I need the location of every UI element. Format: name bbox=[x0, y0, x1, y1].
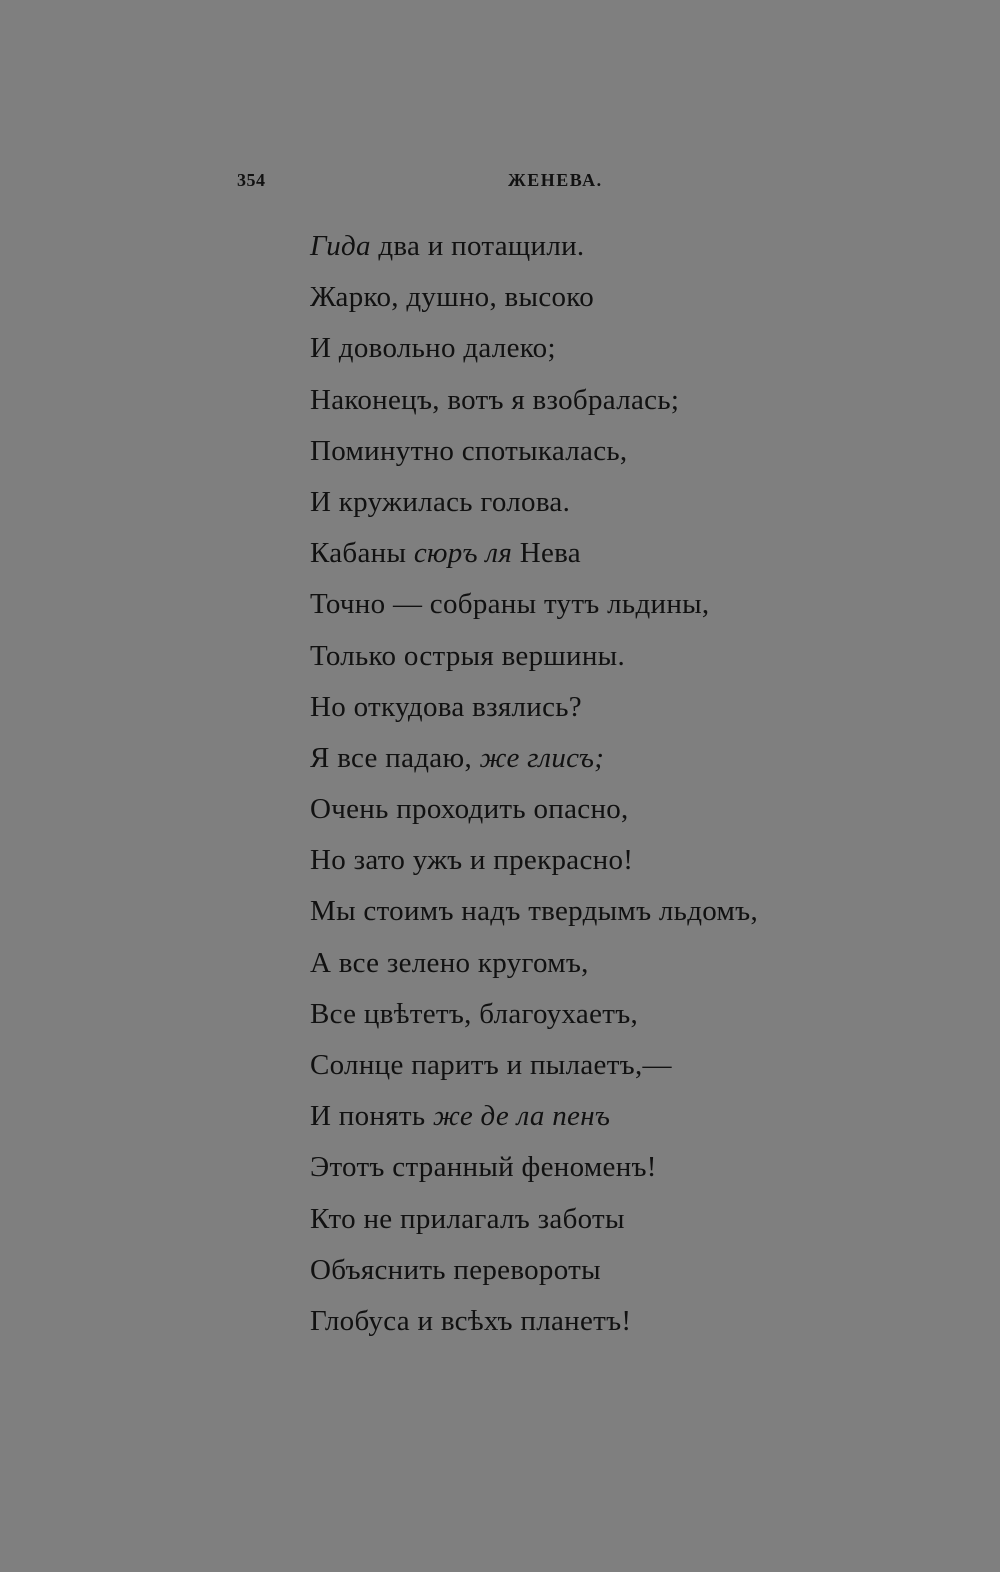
line-text: Глобуса и всѣхъ планетъ! bbox=[310, 1304, 632, 1337]
line-text: Кабаны bbox=[310, 537, 414, 570]
line-text: Нева bbox=[512, 537, 581, 570]
line-text: Наконецъ, вотъ я взобралась; bbox=[310, 383, 680, 416]
italic-phrase: же де ла пенъ bbox=[432, 1100, 611, 1133]
line-text: Объяснить перевороты bbox=[310, 1253, 601, 1286]
poem-text bbox=[310, 223, 758, 1349]
line-text: Я все падаю, bbox=[310, 741, 480, 774]
poem-line bbox=[310, 1247, 758, 1298]
poem-line bbox=[310, 530, 758, 581]
poem-line bbox=[310, 1298, 758, 1349]
line-text: Но откудова взялись? bbox=[310, 690, 582, 723]
poem-line bbox=[310, 1093, 758, 1144]
running-title: ЖЕНЕВА. bbox=[508, 170, 603, 190]
line-text: Солнце паритъ и пылаетъ,— bbox=[310, 1049, 672, 1081]
line-text: Поминутно спотыкалась, bbox=[310, 434, 628, 467]
line-text: Этотъ странный феноменъ! bbox=[310, 1151, 657, 1184]
poem-line bbox=[310, 1144, 758, 1195]
line-text: Жарко, душно, высоко bbox=[310, 281, 595, 314]
line-text: Очень проходить опасно, bbox=[310, 793, 629, 826]
poem-line bbox=[310, 274, 758, 325]
poem-line bbox=[310, 479, 758, 530]
poem-line bbox=[310, 581, 758, 632]
poem-line bbox=[310, 325, 758, 376]
line-text: И понять bbox=[310, 1100, 433, 1133]
poem-line bbox=[310, 684, 758, 735]
line-text: А все зелено кругомъ, bbox=[310, 946, 589, 979]
line-text: два и потащили. bbox=[370, 230, 585, 262]
poem-line bbox=[310, 991, 758, 1042]
poem-line bbox=[310, 633, 758, 684]
line-text: Мы стоимъ надъ твердымъ льдомъ, bbox=[310, 895, 759, 928]
poem-line bbox=[310, 837, 758, 888]
poem-line bbox=[310, 786, 758, 837]
line-text: И довольно далеко; bbox=[310, 332, 556, 365]
italic-phrase: сюръ ля bbox=[413, 537, 513, 570]
poem-line bbox=[310, 1042, 758, 1093]
line-text: Точно — собраны тутъ льдины, bbox=[310, 588, 710, 621]
italic-phrase: же глисъ; bbox=[479, 741, 605, 774]
line-text: И кружилась голова. bbox=[310, 485, 571, 518]
poem-line bbox=[310, 888, 758, 939]
line-text: Но зато ужъ и прекрасно! bbox=[310, 844, 634, 877]
page-number: 354 bbox=[237, 170, 266, 190]
italic-phrase: Гида bbox=[310, 230, 371, 262]
poem-line bbox=[310, 428, 758, 479]
line-text: Кто не прилагалъ заботы bbox=[310, 1202, 625, 1235]
poem-line bbox=[310, 940, 758, 991]
line-text: Все цвѣтетъ, благоухаетъ, bbox=[310, 997, 639, 1030]
poem-line bbox=[310, 223, 758, 274]
poem-line bbox=[310, 735, 758, 786]
poem-line bbox=[310, 377, 758, 428]
poem-line bbox=[310, 1196, 758, 1247]
line-text: Только острыя вершины. bbox=[310, 639, 626, 672]
